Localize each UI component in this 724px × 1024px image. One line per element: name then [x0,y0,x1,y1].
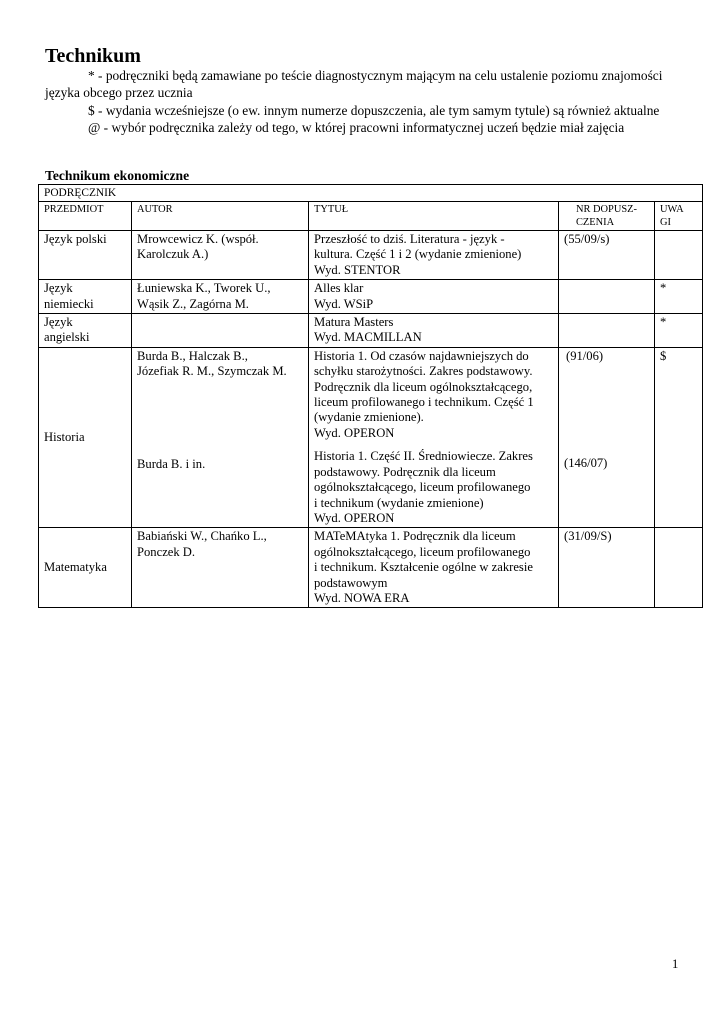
title-line: Podręcznik dla liceum ogólnokształcącego, [314,379,533,394]
header-title: TYTUŁ [309,202,559,231]
cell-subject: Matematyka [39,528,132,608]
subject-line: niemiecki [44,296,94,311]
title-line: liceum profilowanego i technikum. Część 1 [314,395,534,410]
legend-item-at: @ - wybór podręcznika zależy od tego, w której pracowni informatycznej uczeń będzie miał zajęcia [88,120,625,136]
table-row [39,528,703,608]
title-line: Wyd. OPERON [314,510,395,525]
title-line: MATeMAtyka 1. Podręcznik dla liceum [314,529,516,544]
title-line: Wyd. OPERON [314,425,395,440]
title-line: Historia 1. Część II. Średniowiecze. Zakres [314,449,533,464]
cell-title [309,280,559,314]
cell-author [132,528,309,608]
textbook-table [38,184,703,608]
cell-author [132,314,309,348]
table-row [39,231,703,280]
title-line: ogólnokształcącego, liceum profilowanego [314,544,531,559]
legend-item-asterisk: * - podręczniki będą zamawiane po teście diagnostycznym mającym na celu ustalenie poziomu znajomości języka obcego przez ucznia [45,68,663,101]
header-subject: PRZEDMIOT [39,202,132,231]
title-line: Przeszłość to dziś. Literatura - język - [314,232,505,246]
cell-author [132,347,309,527]
cell-title [309,528,559,608]
cell-approval [559,280,655,314]
author-line: Ponczek D. [137,544,196,559]
title-line: Alles klar [314,281,364,296]
author-line: Burda B., Halczak B., [137,348,248,363]
title-line: Wyd. NOWA ERA [314,590,410,605]
author-line: Mrowcewicz K. (współ. [137,232,259,246]
cell-notes [655,528,703,608]
title-line: i technikum. Kształcenie ogólne w zakresie [314,560,533,575]
group-header-cell: PODRĘCZNIK [39,185,703,202]
header-notes-line2: GI [660,217,671,228]
title-line: Wyd. MACMILLAN [314,330,422,345]
title-line: i technikum (wydanie zmienione) [314,495,484,510]
header-approval-line1: NR DOPUSZ- [576,204,637,215]
section-title: Technikum ekonomiczne [45,168,190,183]
cell-notes [655,347,703,527]
table-row [39,347,703,527]
approval-value: (146/07) [564,456,608,471]
author-line: Łuniewska K., Tworek U., [137,281,271,296]
page-title: Technikum [45,45,141,67]
table-header-row [39,202,703,231]
cell-approval [559,347,655,527]
title-line: kultura. Część 1 i 2 (wydanie zmienione) [314,247,522,262]
title-line: ogólnokształcącego, liceum profilowanego [314,480,531,495]
cell-title [309,231,559,280]
cell-title [309,347,559,527]
approval-value: (91/06) [566,348,604,363]
table-group-header-row [39,185,703,202]
cell-approval: (31/09/S) [559,528,655,608]
subject-line: angielski [44,330,90,345]
author-line: Józefiak R. M., Szymczak M. [137,364,287,379]
author-line: Wąsik Z., Zagórna M. [137,296,249,311]
header-author: AUTOR [132,202,309,231]
cell-approval: (55/09/s) [559,231,655,280]
cell-subject [39,280,132,314]
cell-approval [559,314,655,348]
table-row [39,314,703,348]
cell-author [132,231,309,280]
subject-line: Język [44,281,73,296]
subject-line: Język [44,315,73,330]
table-row [39,280,703,314]
legend [45,67,685,137]
title-line: podstawowy. Podręcznik dla liceum [314,464,496,479]
page-number: 1 [672,957,679,971]
title-line: (wydanie zmienione). [314,410,424,425]
cell-notes: * [655,280,703,314]
title-line: Historia 1. Od czasów najdawniejszych do [314,348,529,363]
title-line: Wyd. STENTOR [314,262,401,277]
title-line: Matura Masters [314,315,394,330]
author-line: Burda B. i in. [137,456,206,471]
header-notes-line1: UWA [660,204,684,215]
legend-item-dollar: $ - wydania wcześniejsze (o ew. innym numerze dopuszczenia, ale tym samym tytule) są również aktualne [88,102,660,118]
header-approval [559,202,655,231]
notes-value: $ [660,348,667,363]
cell-subject: Historia [39,347,132,527]
cell-title [309,314,559,348]
cell-notes: * [655,314,703,348]
cell-author [132,280,309,314]
author-line: Babiański W., Chańko L., [137,529,267,544]
header-approval-line2: CZENIA [576,217,615,228]
title-line: podstawowym [314,575,388,590]
cell-subject [39,314,132,348]
header-notes [655,202,703,231]
cell-notes [655,231,703,280]
title-line: schyłku starożytności. Zakres podstawowy. [314,364,533,379]
cell-subject: Język polski [39,231,132,280]
author-line: Karolczuk A.) [137,247,209,262]
title-line: Wyd. WSiP [314,296,374,311]
